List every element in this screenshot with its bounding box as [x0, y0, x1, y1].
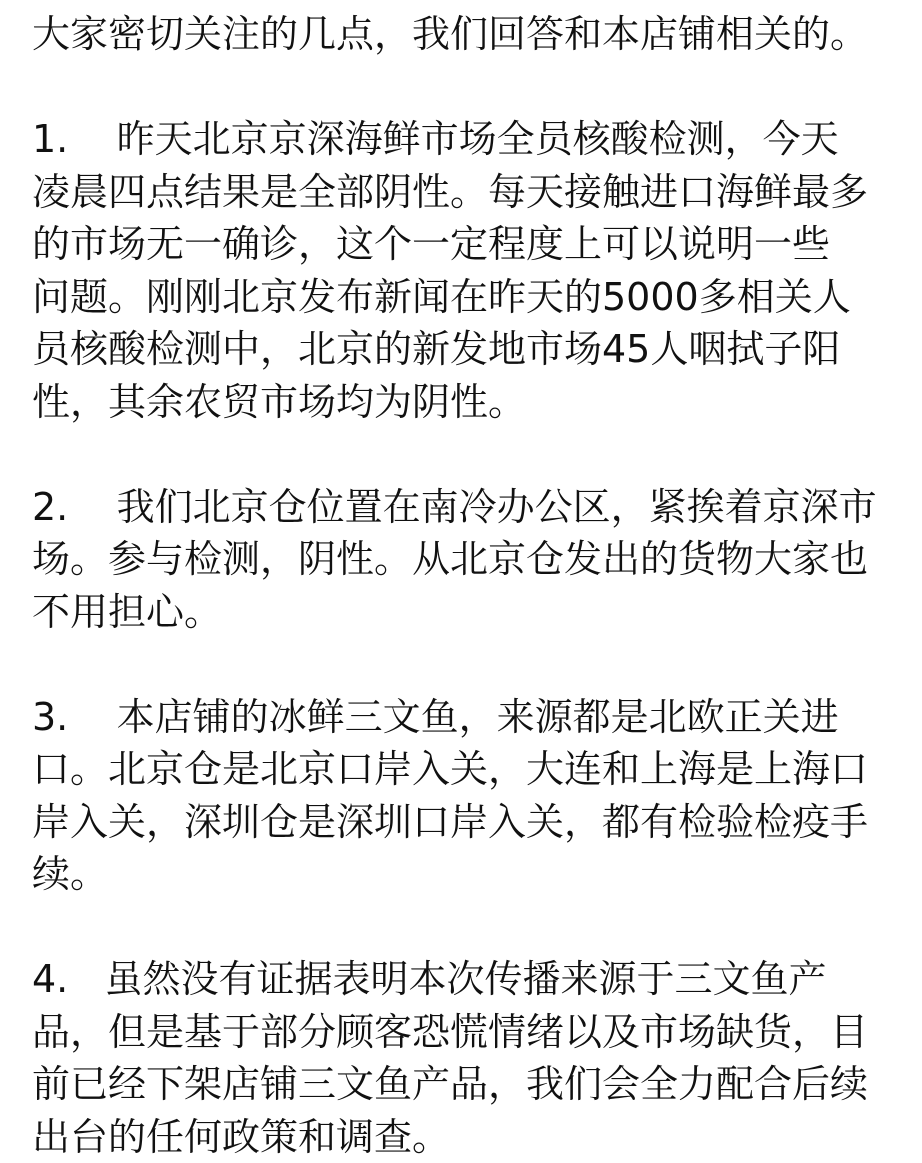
point-2-line-2: 场。参与检测，阴性。从北京仓发出的货物大家也 — [32, 533, 900, 586]
point-4-line-1: 4. 虽然没有证据表明本次传播来源于三文鱼产 — [32, 953, 900, 1006]
point-1-line-2: 凌晨四点结果是全部阴性。每天接触进口海鲜最多 — [32, 166, 900, 219]
point-4-line-3: 前已经下架店铺三文鱼产品，我们会全力配合后续 — [32, 1058, 900, 1111]
paragraph-gap — [32, 428, 900, 481]
point-1-line-1: 1. 昨天北京京深海鲜市场全员核酸检测，今天 — [32, 113, 900, 166]
notice-text — [32, 8, 900, 1163]
point-1-line-5: 员核酸检测中，北京的新发地市场45人咽拭子阳 — [32, 323, 900, 376]
point-4-line-2: 品，但是基于部分顾客恐慌情绪以及市场缺货，目 — [32, 1006, 900, 1059]
point-2-line-3: 不用担心。 — [32, 586, 900, 639]
paragraph-gap — [32, 901, 900, 954]
point-1-line-3: 的市场无一确诊，这个一定程度上可以说明一些 — [32, 218, 900, 271]
point-4-line-4: 出台的任何政策和调查。 — [32, 1111, 900, 1163]
point-1-line-4: 问题。刚刚北京发布新闻在昨天的5000多相关人 — [32, 271, 900, 324]
point-3-line-4: 续。 — [32, 848, 900, 901]
point-3-line-2: 口。北京仓是北京口岸入关，大连和上海是上海口 — [32, 743, 900, 796]
intro-line: 大家密切关注的几点，我们回答和本店铺相关的。 — [32, 8, 900, 61]
point-3-line-3: 岸入关，深圳仓是深圳口岸入关，都有检验检疫手 — [32, 796, 900, 849]
paragraph-gap — [32, 638, 900, 691]
paragraph-gap — [32, 61, 900, 114]
point-2-line-1: 2. 我们北京仓位置在南冷办公区，紧挨着京深市 — [32, 481, 900, 534]
point-3-line-1: 3. 本店铺的冰鲜三文鱼，来源都是北欧正关进 — [32, 691, 900, 744]
point-1-line-6: 性，其余农贸市场均为阴性。 — [32, 376, 900, 429]
